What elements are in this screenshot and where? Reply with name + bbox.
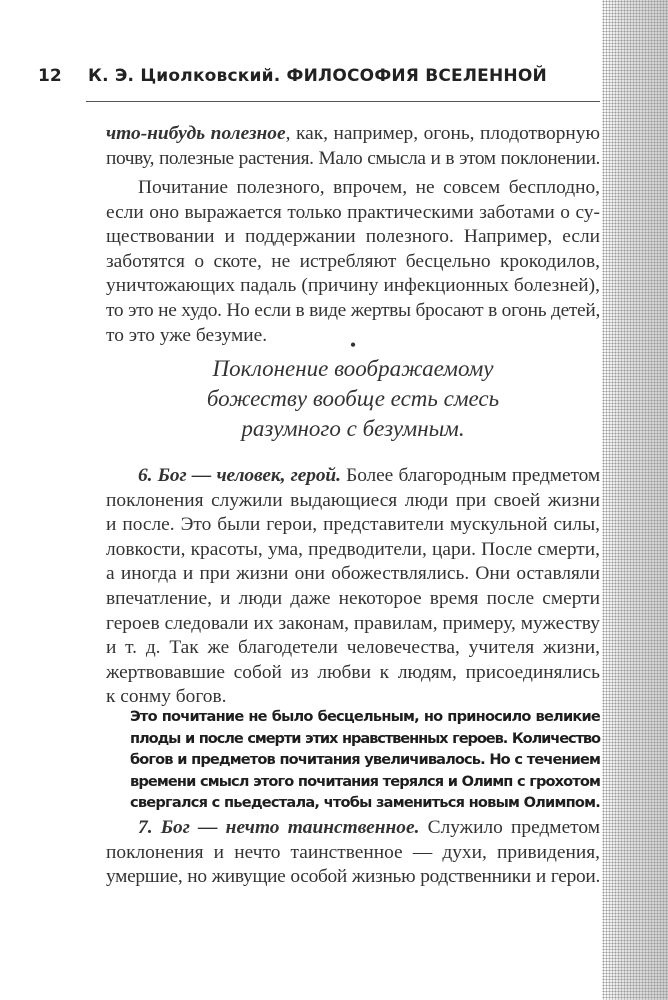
text-line: ществовании и поддержании полезного. Например, если bbox=[106, 226, 600, 248]
emphasis: что-нибудь полезное bbox=[106, 123, 286, 144]
page-edge-shading bbox=[602, 0, 668, 1000]
text-line: почву, полезные растения. Мало смысла и в этом поклонении. bbox=[106, 147, 600, 169]
text-line: жертвовавшие собой из любви к людям, присоединялись bbox=[106, 661, 600, 683]
text-line: к сонму богов. bbox=[106, 686, 227, 708]
text-line: поклонения служили выдающиеся люди при своей жизни bbox=[106, 489, 600, 511]
text-line: свергался с пьедестала, чтобы замениться новым Олимпом. bbox=[130, 794, 600, 812]
text-line: времени смысл этого почитания терялся и Олимп с грохотом bbox=[130, 772, 600, 790]
text-line: , как, например, огонь, плодотворную bbox=[285, 123, 600, 144]
text-line: уничтожающих падаль (причину инфекционных болезней), bbox=[106, 275, 600, 297]
text-line: героев следовали их законам, правилам, примеру, мужеству bbox=[106, 612, 600, 634]
text-line: заботятся о скоте, не истребляют бесцельно крокодилов, bbox=[106, 250, 600, 272]
text-line: впечатление, и люди даже некоторое время после смерти bbox=[106, 587, 600, 609]
text-line: ловкости, красоты, ума, предводители, цари. После смерти, bbox=[106, 538, 600, 560]
bullet-ornament: • bbox=[350, 337, 356, 354]
text-line: Почитание полезного, впрочем, не совсем бесплодно, bbox=[138, 177, 600, 198]
text-line: плоды и после смерти этих нравственных героев. Количество bbox=[130, 729, 600, 747]
section-heading: 7. Бог — нечто таинственное. bbox=[138, 817, 420, 838]
section-heading: 6. Бог — человек, герой. bbox=[138, 465, 341, 486]
text-line: если оно выражается только практическими заботами о су- bbox=[106, 201, 600, 223]
highlighted-block bbox=[130, 706, 600, 814]
running-title: К. Э. Циолковский. ФИЛОСОФИЯ ВСЕЛЕННОЙ bbox=[88, 66, 547, 86]
text-line: и после. Это были герои, представители мускульной силы, bbox=[106, 514, 600, 536]
text-line: богов и предметов почитания увеличивалось. Но с течением bbox=[130, 751, 600, 769]
header-rule bbox=[86, 101, 600, 102]
text-line: Служило предметом bbox=[419, 817, 601, 838]
pull-quote bbox=[106, 338, 600, 444]
text-line: Это почитание не было бесцельным, но приносило великие bbox=[130, 708, 600, 725]
quote-line: разумного с безумным. bbox=[241, 416, 465, 441]
text-line: умершие, но живущие особой жизнью родственники и герои. bbox=[106, 866, 600, 888]
paragraph-2 bbox=[106, 176, 600, 348]
text-line: то это не худо. Но если в виде жертвы бросают в огонь детей, bbox=[106, 299, 600, 321]
text-line: Более благородным предметом bbox=[340, 465, 600, 486]
paragraph-6 bbox=[106, 464, 600, 710]
text-line: и т. д. Так же благодетели человечества, учителя жизни, bbox=[106, 637, 600, 659]
text-line: то это уже безумие. bbox=[106, 324, 268, 346]
quote-line: Поклонение воображаемому bbox=[212, 356, 494, 381]
paragraph-7 bbox=[106, 816, 600, 890]
text-line: а иногда и при жизни они обожествлялись. Они оставляли bbox=[106, 563, 600, 585]
page-number: 12 bbox=[38, 66, 62, 86]
paragraph-1 bbox=[106, 122, 600, 171]
quote-line: божеству вообще есть смесь bbox=[206, 386, 500, 411]
text-line: поклонения и нечто таинственное — духи, привидения, bbox=[106, 841, 600, 863]
